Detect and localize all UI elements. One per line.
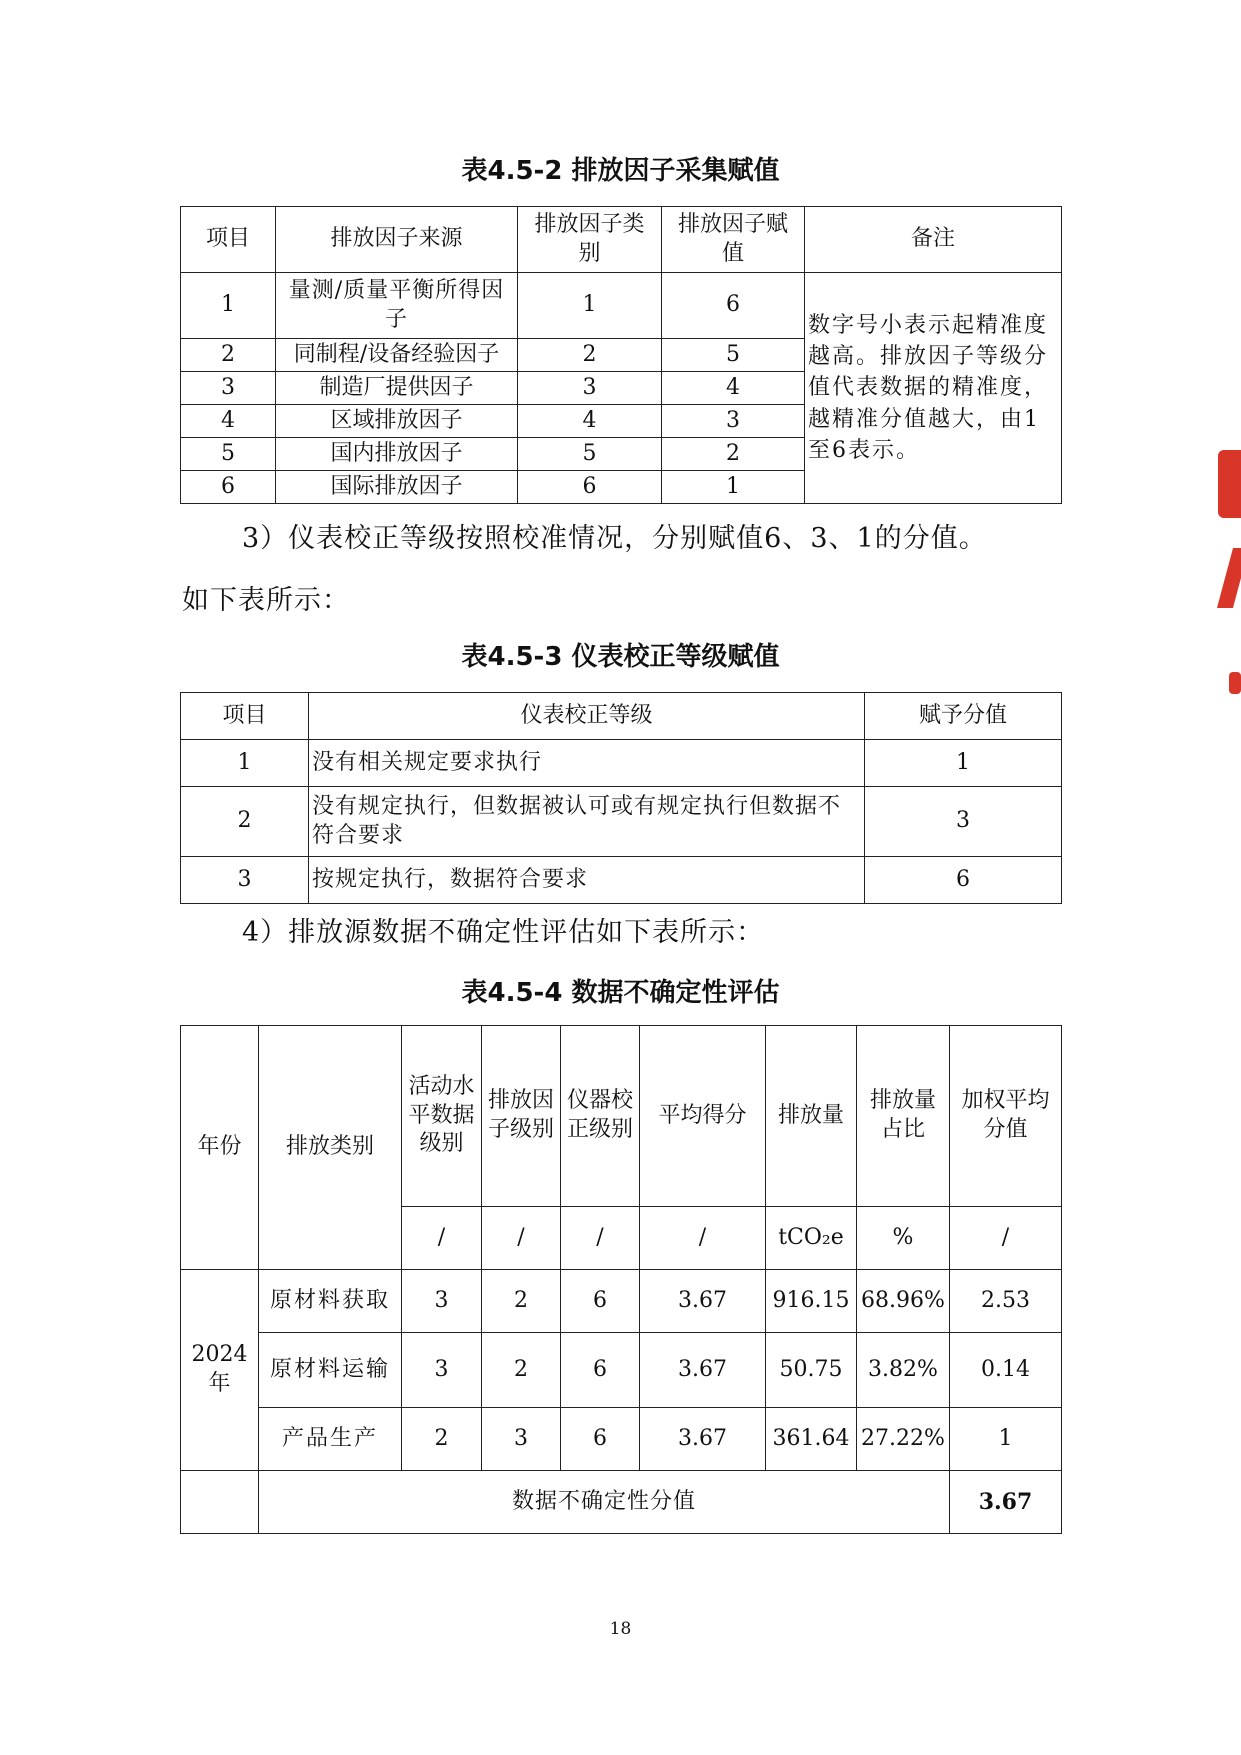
cell-share: 68.96% <box>857 1270 950 1333</box>
seal-stamp-fragment <box>1218 450 1241 518</box>
cell-source: 制造厂提供因子 <box>276 372 518 405</box>
cell-category: 原材料运输 <box>259 1333 402 1408</box>
unit-cell: / <box>640 1207 766 1270</box>
cell-value: 2 <box>662 438 805 471</box>
unit-cell: / <box>482 1207 561 1270</box>
table-4-5-4-caption: 表4.5-4 数据不确定性评估 <box>461 978 780 1008</box>
header-item: 项目 <box>181 693 309 740</box>
cell-average: 3.67 <box>640 1408 766 1471</box>
cell-source: 量测/质量平衡所得因子 <box>276 273 518 339</box>
total-label: 数据不确定性分值 <box>259 1471 950 1534</box>
cell-factor: 3 <box>482 1408 561 1471</box>
cell-activity: 2 <box>402 1408 482 1471</box>
cell-amount: 50.75 <box>766 1333 857 1408</box>
cell-source: 同制程/设备经验因子 <box>276 339 518 372</box>
cell-category: 原材料获取 <box>259 1270 402 1333</box>
cell-level: 没有相关规定要求执行 <box>309 740 865 787</box>
cell-amount: 916.15 <box>766 1270 857 1333</box>
unit-cell: tCO₂e <box>766 1207 857 1270</box>
cell-item: 3 <box>181 857 309 904</box>
header-factor-source: 排放因子来源 <box>276 207 518 273</box>
cell-item: 3 <box>181 372 276 405</box>
table-row <box>181 1333 1062 1408</box>
total-spacer <box>181 1471 259 1534</box>
cell-activity: 3 <box>402 1333 482 1408</box>
table-4-5-3-caption: 表4.5-3 仪表校正等级赋值 <box>461 642 780 672</box>
cell-source: 区域排放因子 <box>276 405 518 438</box>
header-emission-amount: 排放量 <box>766 1026 857 1207</box>
total-row <box>181 1471 1062 1534</box>
year-cell: 2024年 <box>181 1270 259 1471</box>
table-row <box>181 273 1062 339</box>
table-row <box>181 1270 1062 1333</box>
cell-weighted: 1 <box>950 1408 1062 1471</box>
cell-share: 27.22% <box>857 1408 950 1471</box>
cell-value: 1 <box>662 471 805 504</box>
header-factor-level: 排放因子级别 <box>482 1026 561 1207</box>
table-row <box>181 787 1062 857</box>
header-remark: 备注 <box>805 207 1062 273</box>
seal-stamp-fragment <box>1229 672 1241 694</box>
table-row <box>181 740 1062 787</box>
cell-average: 3.67 <box>640 1333 766 1408</box>
emission-factor-table <box>180 206 1062 504</box>
total-value: 3.67 <box>950 1471 1062 1534</box>
cell-instrument: 6 <box>561 1270 640 1333</box>
cell-score: 6 <box>865 857 1062 904</box>
unit-cell: / <box>561 1207 640 1270</box>
cell-weighted: 0.14 <box>950 1333 1062 1408</box>
table-row <box>181 857 1062 904</box>
cell-score: 1 <box>865 740 1062 787</box>
cell-category: 5 <box>518 438 662 471</box>
cell-instrument: 6 <box>561 1408 640 1471</box>
unit-cell: / <box>402 1207 482 1270</box>
cell-item: 2 <box>181 787 309 857</box>
cell-item: 1 <box>181 740 309 787</box>
cell-share: 3.82% <box>857 1333 950 1408</box>
cell-category: 产品生产 <box>259 1408 402 1471</box>
cell-category: 4 <box>518 405 662 438</box>
header-factor-value: 排放因子赋值 <box>662 207 805 273</box>
table-4-5-2-caption: 表4.5-2 排放因子采集赋值 <box>461 156 780 186</box>
cell-average: 3.67 <box>640 1270 766 1333</box>
cell-value: 3 <box>662 405 805 438</box>
cell-category: 6 <box>518 471 662 504</box>
cell-item: 2 <box>181 339 276 372</box>
seal-stamp-fragment <box>1217 548 1241 608</box>
cell-level: 没有规定执行，但数据被认可或有规定执行但数据不符合要求 <box>309 787 865 857</box>
cell-category: 3 <box>518 372 662 405</box>
cell-weighted: 2.53 <box>950 1270 1062 1333</box>
header-weighted-average: 加权平均分值 <box>950 1026 1062 1207</box>
header-emission-share: 排放量占比 <box>857 1026 950 1207</box>
cell-source: 国内排放因子 <box>276 438 518 471</box>
cell-item: 1 <box>181 273 276 339</box>
unit-cell: % <box>857 1207 950 1270</box>
remark-note: 数字号小表示起精准度越高。排放因子等级分值代表数据的精准度，越精准分值越大，由1至6表示。 <box>805 273 1062 504</box>
header-assigned-score: 赋予分值 <box>865 693 1062 740</box>
cell-activity: 3 <box>402 1270 482 1333</box>
header-year: 年份 <box>181 1026 259 1270</box>
header-activity-level: 活动水平数据级别 <box>402 1026 482 1207</box>
header-factor-category: 排放因子类别 <box>518 207 662 273</box>
cell-category: 1 <box>518 273 662 339</box>
cell-amount: 361.64 <box>766 1408 857 1471</box>
paragraph-meter-calibration: 3）仪表校正等级按照校准情况，分别赋值6、3、1的分值。 <box>242 523 987 554</box>
meter-calibration-table <box>180 692 1062 904</box>
cell-factor: 2 <box>482 1270 561 1333</box>
cell-factor: 2 <box>482 1333 561 1408</box>
cell-instrument: 6 <box>561 1333 640 1408</box>
page-number: 18 <box>609 1619 632 1639</box>
table-row <box>181 1408 1062 1471</box>
header-emission-category: 排放类别 <box>259 1026 402 1270</box>
header-item: 项目 <box>181 207 276 273</box>
cell-value: 6 <box>662 273 805 339</box>
unit-cell: / <box>950 1207 1062 1270</box>
cell-value: 4 <box>662 372 805 405</box>
cell-value: 5 <box>662 339 805 372</box>
header-instrument-level: 仪器校正级别 <box>561 1026 640 1207</box>
cell-item: 5 <box>181 438 276 471</box>
paragraph-uncertainty: 4）排放源数据不确定性评估如下表所示： <box>242 917 765 948</box>
cell-item: 6 <box>181 471 276 504</box>
cell-score: 3 <box>865 787 1062 857</box>
cell-category: 2 <box>518 339 662 372</box>
cell-level: 按规定执行，数据符合要求 <box>309 857 865 904</box>
paragraph-as-shown: 如下表所示： <box>182 585 350 616</box>
header-calibration-level: 仪表校正等级 <box>309 693 865 740</box>
uncertainty-table <box>180 1025 1062 1534</box>
cell-source: 国际排放因子 <box>276 471 518 504</box>
header-average-score: 平均得分 <box>640 1026 766 1207</box>
cell-item: 4 <box>181 405 276 438</box>
